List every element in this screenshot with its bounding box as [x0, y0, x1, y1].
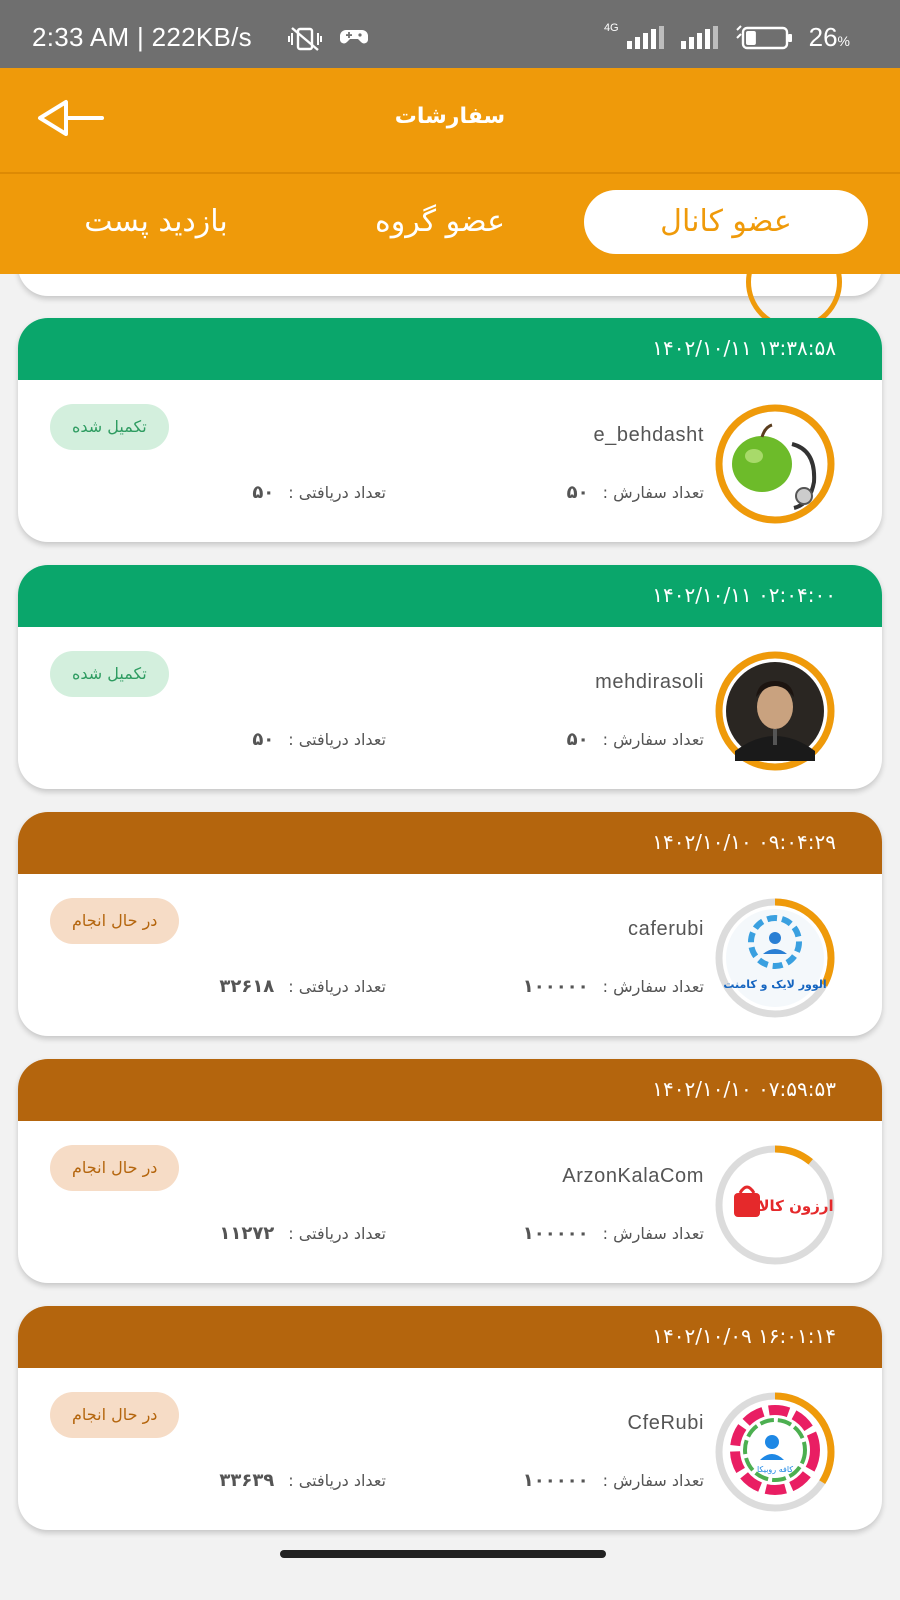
order-count: تعداد سفارش :۱۰۰۰۰۰: [522, 976, 704, 997]
order-date: ۱۴۰۲/۱۰/۱۰ ۰۹:۰۴:۲۹: [652, 830, 836, 854]
channel-username: ArzonKalaCom: [562, 1165, 704, 1187]
order-card-partial[interactable]: [18, 274, 882, 296]
order-count: تعداد سفارش :۱۰۰۰۰۰: [522, 1470, 704, 1491]
channel-avatar: [700, 404, 850, 524]
status-badge: در حال انجام: [50, 1145, 179, 1191]
order-date: ۱۴۰۲/۱۰/۱۰ ۰۷:۵۹:۵۳: [652, 1077, 836, 1101]
received-count: تعداد دریافتی :۵۰: [252, 729, 386, 750]
home-indicator[interactable]: [280, 1550, 606, 1558]
order-card-header: [18, 1059, 882, 1121]
order-date: ۱۴۰۲/۱۰/۱۱ ۰۲:۰۴:۰۰: [652, 583, 836, 607]
svg-text:کافه روبیکا: کافه روبیکا: [756, 1465, 794, 1474]
status-badge: در حال انجام: [50, 898, 179, 944]
channel-username: caferubi: [628, 918, 704, 940]
person-photo-avatar-icon: [700, 651, 850, 771]
status-badge: تکمیل شده: [50, 651, 169, 697]
status-time: 2:33 AM | 222KB/s: [32, 22, 252, 52]
channel-username: mehdirasoli: [595, 671, 704, 693]
arzonkala-logo-avatar-icon: [700, 1145, 850, 1265]
channel-avatar: [700, 898, 850, 1018]
signal-strength-icon: [621, 26, 665, 50]
order-count: تعداد سفارش :۵۰: [566, 482, 704, 503]
vibrate-off-icon: [288, 26, 322, 52]
channel-avatar: [700, 1145, 850, 1265]
app-bar: [0, 68, 900, 174]
status-badge: تکمیل شده: [50, 404, 169, 450]
svg-text:ارزون کالا: ارزون کالا: [758, 1197, 834, 1215]
gamepad-icon: [340, 26, 368, 48]
tab-post-views[interactable]: بازدید پست: [84, 204, 228, 239]
order-date: ۱۴۰۲/۱۰/۰۹ ۱۶:۰۱:۱۴: [652, 1324, 836, 1348]
order-card-header: [18, 318, 882, 380]
channel-avatar: [700, 651, 850, 771]
order-card[interactable]: [18, 1306, 882, 1530]
received-count: تعداد دریافتی :۵۰: [252, 482, 386, 503]
caferubi-logo-avatar-icon: [700, 1392, 850, 1512]
signal-strength-icon-2: [679, 26, 719, 50]
received-count: تعداد دریافتی :۱۱۲۷۲: [219, 1223, 386, 1244]
status-badge: در حال انجام: [50, 1392, 179, 1438]
order-card[interactable]: [18, 565, 882, 789]
received-count: تعداد دریافتی :۳۲۶۱۸: [219, 976, 386, 997]
order-card-header: [18, 565, 882, 627]
channel-username: e_behdasht: [593, 424, 704, 446]
order-date: ۱۴۰۲/۱۰/۱۱ ۱۳:۳۸:۵۸: [652, 336, 836, 360]
received-count: تعداد دریافتی :۳۳۶۳۹: [219, 1470, 386, 1491]
battery-percent: 26%: [808, 22, 850, 52]
battery-icon: [733, 24, 795, 52]
order-card-header: [18, 812, 882, 874]
order-card[interactable]: [18, 1059, 882, 1283]
order-count: تعداد سفارش :۱۰۰۰۰۰: [522, 1223, 704, 1244]
apple-stethoscope-avatar-icon: [700, 404, 850, 524]
status-bar: [0, 0, 900, 68]
channel-avatar: [700, 1392, 850, 1512]
caferubi-logo-avatar-icon: [700, 898, 850, 1018]
tabs-bar: [0, 174, 900, 274]
tab-group-members[interactable]: عضو گروه: [375, 204, 505, 239]
tab-channel-members[interactable]: عضو کانال: [584, 190, 868, 254]
order-card-header: [18, 1306, 882, 1368]
status-notification-icons: [288, 26, 368, 52]
order-card[interactable]: [18, 318, 882, 542]
status-system-icons: [604, 22, 850, 53]
page-title: سفارشات: [394, 104, 506, 129]
orders-list[interactable]: [0, 274, 900, 1600]
channel-username: CfeRubi: [627, 1412, 704, 1434]
network-type-label: 4G: [603, 21, 619, 34]
order-card[interactable]: [18, 812, 882, 1036]
svg-text:الوور لایک و کامنت: الوور لایک و کامنت: [723, 978, 827, 991]
order-count: تعداد سفارش :۵۰: [566, 729, 704, 750]
